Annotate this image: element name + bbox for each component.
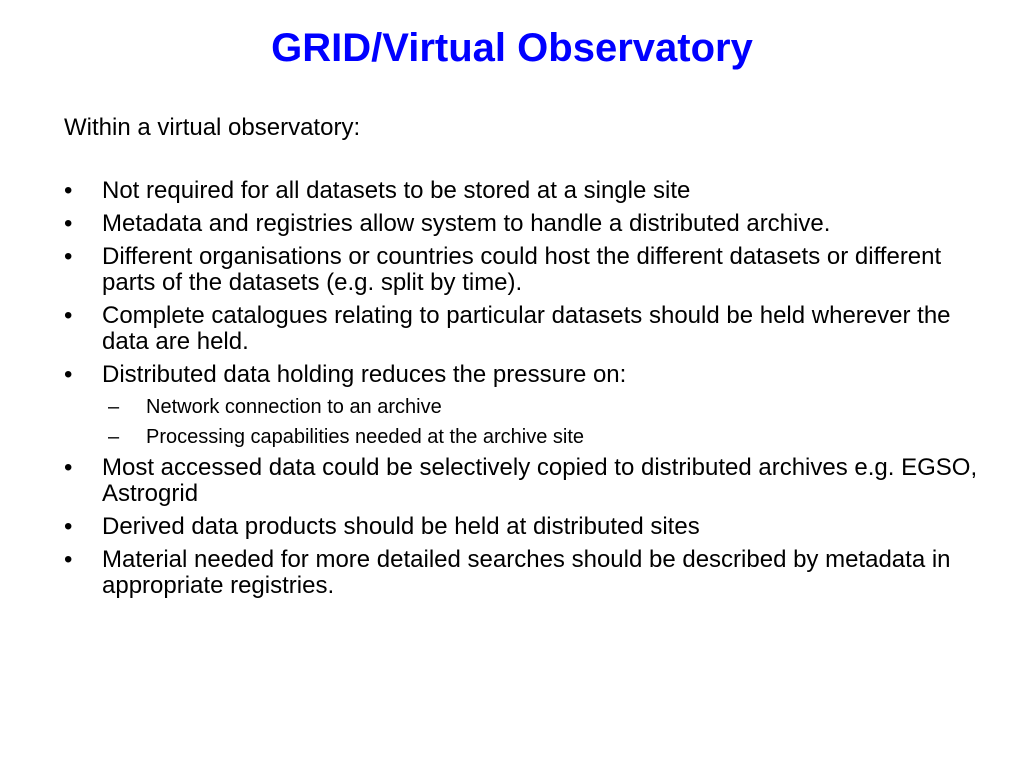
bullet-item [64, 455, 994, 507]
bullet-item [64, 211, 994, 237]
sub-bullet-text: Network connection to an archive [146, 396, 442, 418]
bullet-text: Different organisations or countries could host the different datasets or different parts of the datasets (e.g. split by time). [102, 243, 942, 296]
sub-bullet-item [64, 425, 994, 449]
bullet-text: Complete catalogues relating to particular datasets should be held wherever the data are held. [102, 302, 951, 355]
bullet-text: Not required for all datasets to be stored at a single site [102, 177, 691, 204]
bullet-marker: • [64, 177, 73, 204]
bullet-marker: • [64, 361, 73, 388]
sub-bullet-marker: – [108, 426, 120, 448]
bullet-text: Most accessed data could be selectively copied to distributed archives e.g. EGSO, Astrogrid [102, 454, 978, 507]
sub-bullet-item [64, 395, 994, 419]
bullet-item [64, 514, 994, 540]
bullet-text: Material needed for more detailed searches should be described by metadata in appropriate registries. [102, 546, 951, 599]
bullet-item [64, 244, 994, 296]
bullet-marker: • [64, 546, 73, 573]
bullet-marker: • [64, 513, 73, 540]
sub-bullet-text: Processing capabilities needed at the archive site [146, 426, 585, 448]
bullet-item [64, 178, 994, 204]
sub-bullet-marker: – [108, 396, 120, 418]
bullet-marker: • [64, 454, 73, 481]
bullet-item [64, 547, 994, 599]
bullet-text: Derived data products should be held at distributed sites [102, 513, 700, 540]
bullet-marker: • [64, 243, 73, 270]
bullet-item [64, 362, 994, 388]
slide-title: GRID/Virtual Observatory [271, 26, 753, 70]
bullet-marker: • [64, 302, 73, 329]
bullet-item [64, 303, 994, 355]
bullet-text: Distributed data holding reduces the pressure on: [102, 361, 627, 388]
intro-text: Within a virtual observatory: [64, 114, 361, 141]
bullet-marker: • [64, 210, 73, 237]
bullet-list [64, 178, 994, 606]
bullet-text: Metadata and registries allow system to handle a distributed archive. [102, 210, 831, 237]
